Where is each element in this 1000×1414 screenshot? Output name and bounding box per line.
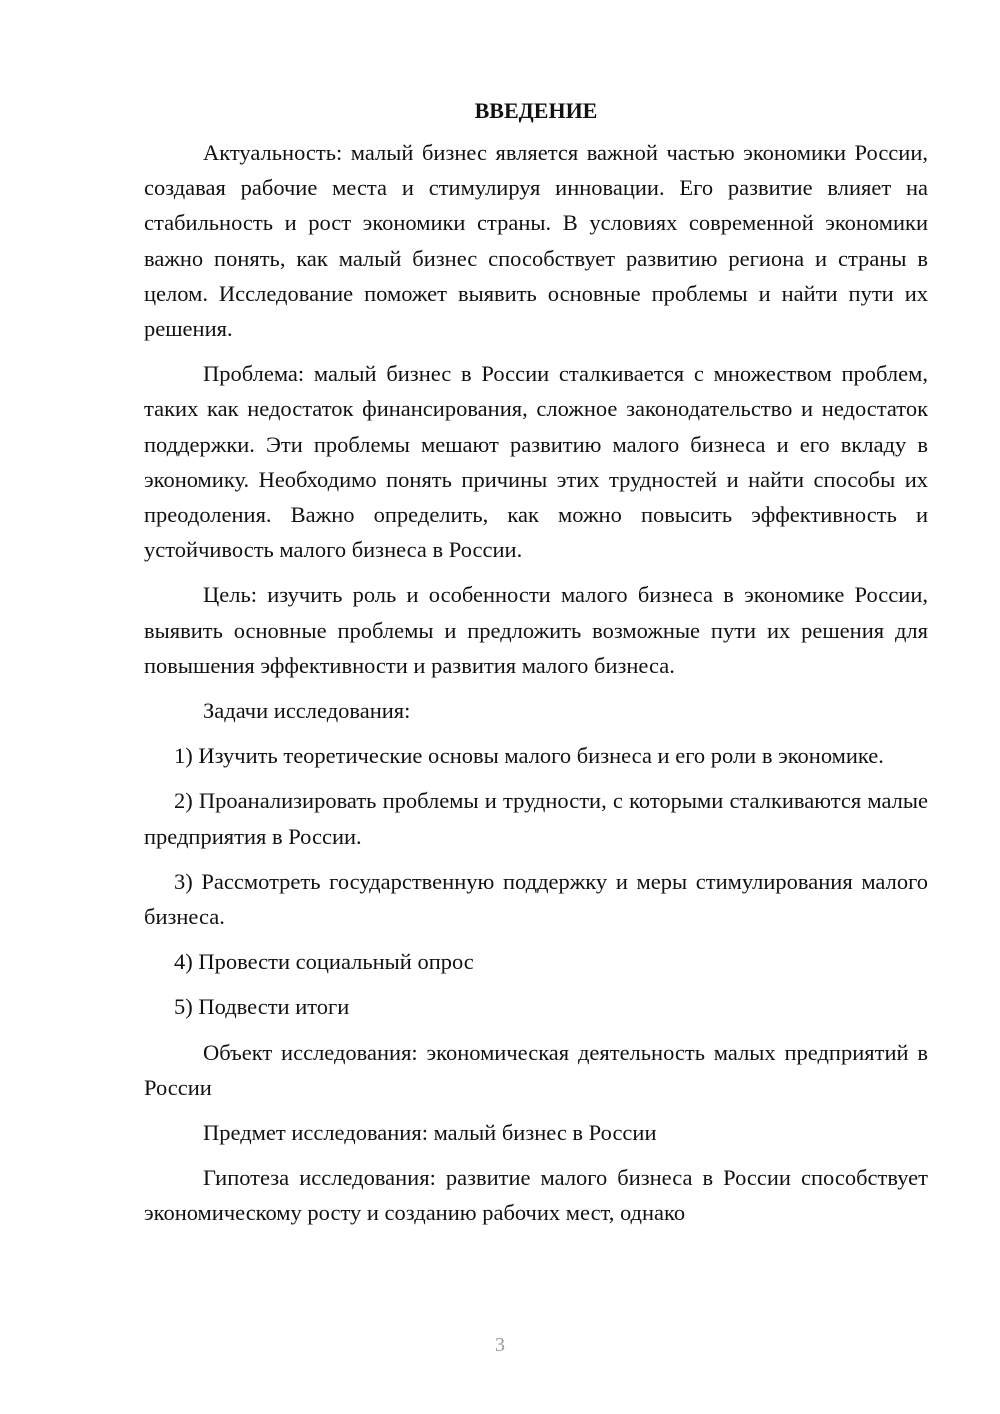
task-item: 5) Подвести итоги <box>174 994 350 1020</box>
tasks-title: Задачи исследования: <box>203 698 411 724</box>
hypothesis-paragraph: Гипотеза исследования: развитие малого бизнеса в России способствует экономическому росту и созданию рабочих мест, однако <box>144 1165 928 1226</box>
object-paragraph: Объект исследования: экономическая деятельность малых предприятий в России <box>144 1039 928 1100</box>
problem-paragraph: Проблема: малый бизнес в России сталкивается с множеством проблем, таких как недостаток финансирования, сложное законодательство и недостаток поддержки. Эти проблемы мешают развитию малого бизнеса и его вкладу в экономику. Необходимо понять причины этих трудностей и найти способы их преодоления. Важно определить, как можно повысить эффективность и устойчивость малого бизнеса в России. <box>144 361 928 563</box>
relevance-paragraph: Актуальность: малый бизнес является важной частью экономики России, создавая рабочие места и стимулируя инновации. Его развитие влияет на стабильность и рост экономики страны. В условиях современной экономики важно понять, как малый бизнес способствует развитию региона и страны в целом. Исследование поможет выявить основные проблемы и найти пути их решения. <box>144 140 928 342</box>
page-number: 3 <box>495 1334 505 1356</box>
section-heading: ВВЕДЕНИЕ <box>474 98 598 123</box>
task-item: 3) Рассмотреть государственную поддержку и меры стимулирования малого бизнеса. <box>144 868 928 930</box>
document-page <box>144 94 928 1231</box>
goal-paragraph: Цель: изучить роль и особенности малого бизнеса в экономике России, выявить основные проблемы и предложить возможные пути их решения для повышения эффективности и развития малого бизнеса. <box>144 582 928 678</box>
task-item: 1) Изучить теоретические основы малого бизнеса и его роли в экономике. <box>174 743 884 769</box>
task-item: 2) Проанализировать проблемы и трудности, с которыми сталкиваются малые предприятия в России. <box>144 788 928 849</box>
task-item: 4) Провести социальный опрос <box>174 949 474 975</box>
subject-paragraph: Предмет исследования: малый бизнес в России <box>203 1120 657 1146</box>
